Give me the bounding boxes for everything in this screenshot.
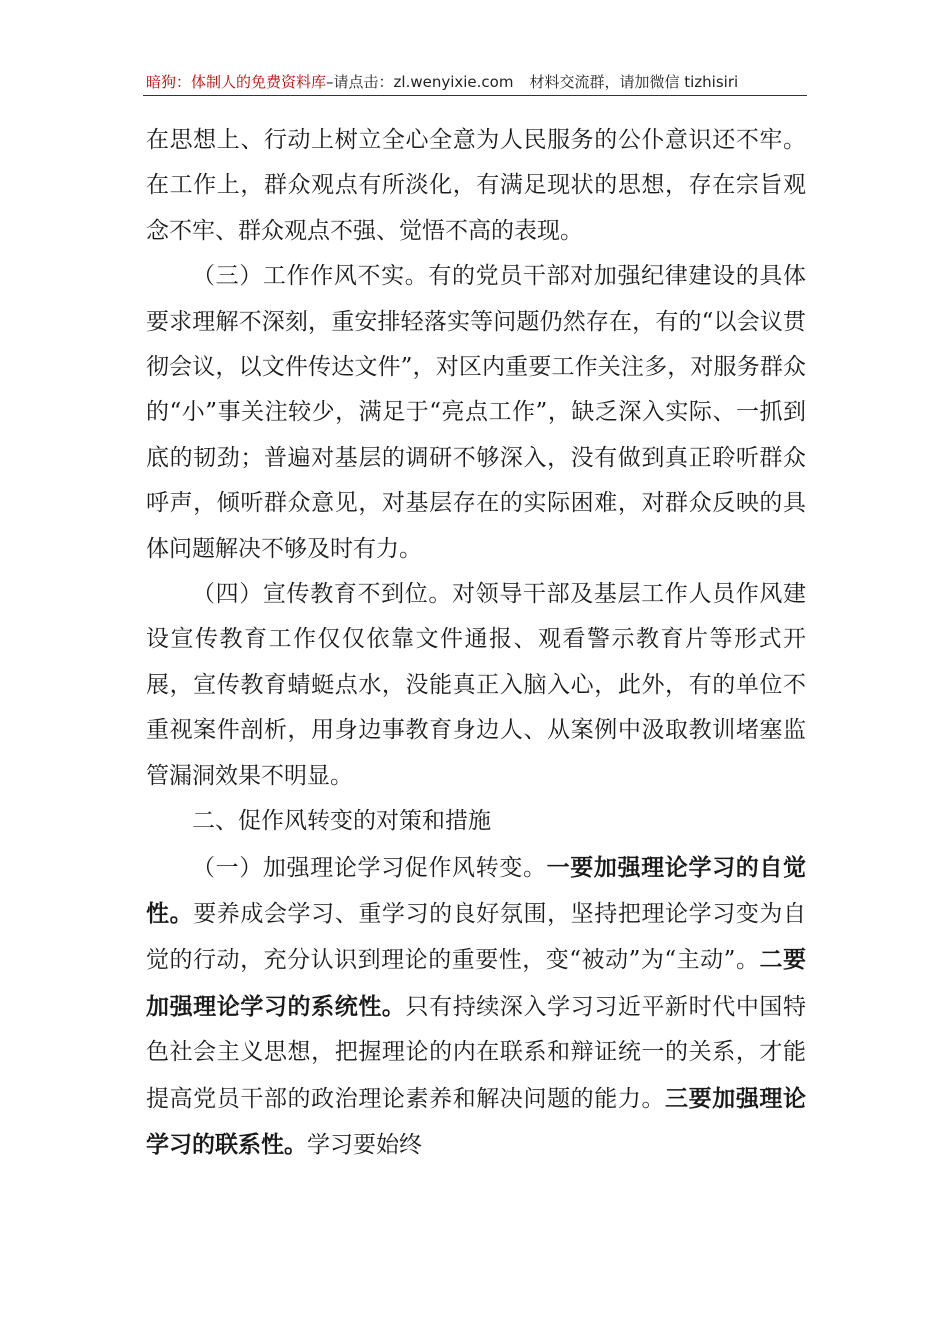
header-group-text: 材料交流群，请加微信 tizhisiri bbox=[529, 73, 739, 91]
paragraph-text: 要养成会学习、重学习的良好氛围，坚持把理论学习变为自觉的行动，充分认识到理论的重要性，变“被动”为“主动”。 bbox=[146, 900, 807, 974]
paragraph-text: 有的党员干部对加强纪律建设的具体要求理解不深刻，重安排轻落实等问题仍然存在，有的“以会议贯彻会议，以文件传达文件”，对区内重要工作关注多，对服务群众的“小”事关注较少，满足于“亮点工作”，缺乏深入实际、一抓到底的韧劲；普遍对基层的调研不够深入，没有做到真正聆听群众呼声，倾听群众意见，对基层存在的实际困难，对群众反映的具体问题解决不够及时有力。 bbox=[146, 263, 807, 562]
bold-point-2: 二要加强理论学习的系统性。 bbox=[146, 946, 806, 1020]
paragraph-theory-study bbox=[146, 845, 806, 1169]
paragraph-work-style bbox=[146, 254, 806, 572]
paragraph-text: 学习要始终 bbox=[307, 1131, 422, 1158]
section-heading-text: 二、促作风转变的对策和措施 bbox=[192, 808, 491, 835]
paragraph-text: 只有持续深入学习习近平新时代中国特色社会主义思想，把握理论的内在联系和辩证统一的关系，才能提高党员干部的政治理论素养和解决问题的能力。 bbox=[146, 993, 807, 1112]
section-heading bbox=[146, 799, 806, 844]
paragraph-publicity bbox=[146, 572, 806, 799]
paragraph-text: 在思想上、行动上树立全心全意为人民服务的公仆意识还不牢。在工作上，群众观点有所淡化，有满足现状的思想，存在宗旨观念不牢、群众观点不强、觉悟不高的表现。 bbox=[146, 127, 806, 244]
paragraph-continuation bbox=[146, 118, 806, 254]
subheading-theory-study: （一）加强理论学习促作风转变。 bbox=[192, 854, 547, 881]
bold-point-1: 一要加强理论学习的自觉性。 bbox=[146, 853, 807, 927]
subheading-publicity: （四）宣传教育不到位。 bbox=[192, 581, 453, 608]
paragraph-text: 对领导干部及基层工作人员作风建设宣传教育工作仅仅依靠文件通报、观看警示教育片等形式开展，宣传教育蜻蜓点水，没能真正入脑入心，此外，有的单位不重视案件剖析，用身边事教育身边人、从案例中汲取教训堵塞监管漏洞效果不明显。 bbox=[146, 581, 807, 789]
bold-point-3: 三要加强理论学习的联系性。 bbox=[146, 1084, 807, 1158]
document-body bbox=[146, 118, 806, 1168]
page-header bbox=[146, 70, 806, 94]
header-click-text: –请点击： bbox=[326, 73, 394, 91]
header-url-link[interactable]: zl.wenyixie.com bbox=[393, 73, 514, 91]
header-site-name: 暗狗：体制人的免费资料库 bbox=[146, 73, 327, 91]
subheading-work-style: （三）工作作风不实。 bbox=[192, 263, 429, 290]
header-divider bbox=[143, 95, 807, 96]
